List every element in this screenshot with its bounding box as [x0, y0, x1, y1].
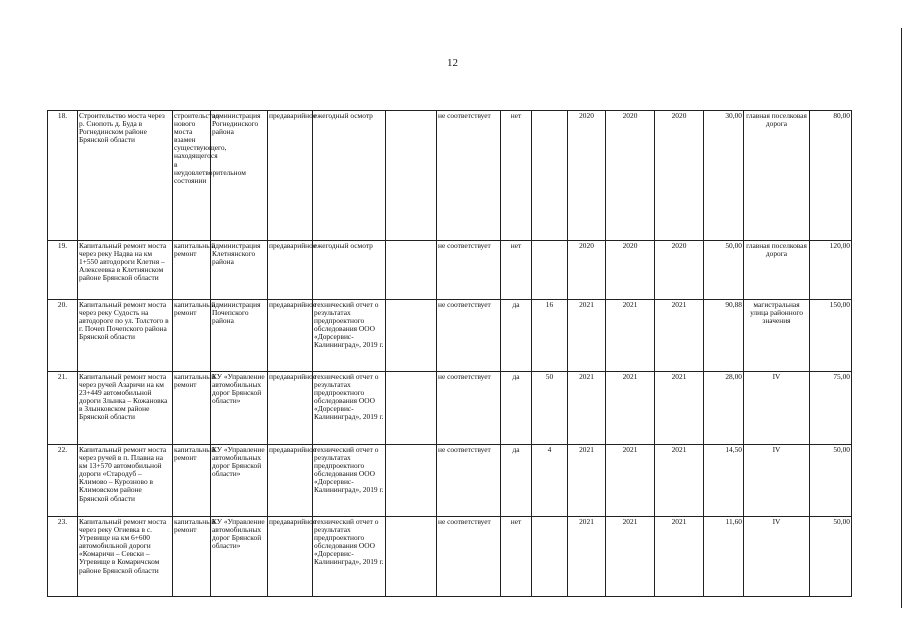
cell-condition: предаварийное — [268, 517, 313, 597]
cell-blank — [386, 111, 437, 241]
cell-owner: КУ «Управление автомобильных дорог Брянской области» — [211, 445, 268, 517]
cell-cost: 150,00 — [810, 300, 852, 372]
bridges-table — [47, 110, 852, 597]
cell-year-2: 2021 — [606, 372, 655, 445]
cell-year-2: 2021 — [606, 445, 655, 517]
cell-year-1: 2020 — [568, 241, 606, 300]
cell-year-3: 2020 — [655, 111, 704, 241]
cell-year-1: 2021 — [568, 372, 606, 445]
cell-work-type: капитальный ремонт — [173, 300, 211, 372]
cell-length — [532, 111, 568, 241]
cell-condition: предаварийное — [268, 300, 313, 372]
cell-no: 19. — [48, 241, 78, 300]
cell-year-1: 2021 — [568, 445, 606, 517]
cell-value: 11,60 — [704, 517, 744, 597]
cell-owner: администрация Рогнединского района — [211, 111, 268, 241]
cell-flag: да — [501, 445, 532, 517]
cell-no: 22. — [48, 445, 78, 517]
table-body — [48, 111, 852, 597]
cell-blank — [386, 241, 437, 300]
cell-object: Капитальный ремонт моста через реку Судость на автодороге по ул. Толстого в г. Почеп Почепского района Брянской области — [78, 300, 173, 372]
cell-cost: 50,00 — [810, 445, 852, 517]
cell-year-1: 2020 — [568, 111, 606, 241]
cell-year-2: 2021 — [606, 300, 655, 372]
cell-cost: 80,00 — [810, 111, 852, 241]
cell-year-2: 2021 — [606, 517, 655, 597]
cell-survey: технический отчет о результатах предпроектного обследования ООО «Дорсервис-Калининград», 2019 г. — [313, 445, 386, 517]
cell-compliance: не соответствует — [437, 241, 501, 300]
table-row — [48, 241, 852, 300]
cell-no: 21. — [48, 372, 78, 445]
cell-blank — [386, 372, 437, 445]
cell-blank — [386, 517, 437, 597]
cell-owner: администрация Почепского района — [211, 300, 268, 372]
cell-category: IV — [744, 445, 810, 517]
cell-year-1: 2021 — [568, 300, 606, 372]
cell-cost: 50,00 — [810, 517, 852, 597]
cell-condition: предаварийное — [268, 111, 313, 241]
cell-flag: да — [501, 300, 532, 372]
cell-object: Капитальный ремонт моста через реку Огиевка в с. Угревище на км 6+600 автомобильной дороги «Комаричи – Севски – Угревище в Комаричском районе Брянской области — [78, 517, 173, 597]
cell-owner: администрация Клетнянского района — [211, 241, 268, 300]
cell-compliance: не соответствует — [437, 445, 501, 517]
table-row — [48, 111, 852, 241]
cell-no: 18. — [48, 111, 78, 241]
table-row — [48, 372, 852, 445]
page-number: 12 — [447, 57, 458, 69]
cell-year-3: 2021 — [655, 517, 704, 597]
cell-work-type: строительство нового моста взамен существующего, находящегося в неудовлетворительном состоянии — [173, 111, 211, 241]
cell-value: 28,00 — [704, 372, 744, 445]
cell-category: главная поселковая дорога — [744, 241, 810, 300]
cell-work-type: капитальный ремонт — [173, 445, 211, 517]
cell-no: 23. — [48, 517, 78, 597]
cell-category: IV — [744, 517, 810, 597]
cell-condition: предаварийное — [268, 241, 313, 300]
cell-survey: технический отчет о результатах предпроектного обследования ООО «Дорсервис-Калининград», 2019 г. — [313, 517, 386, 597]
cell-flag: нет — [501, 517, 532, 597]
cell-object: Капитальный ремонт моста через реку Надва на км 1+550 автодороги Клетня – Алексеевка в Клетнянском районе Брянской области — [78, 241, 173, 300]
cell-blank — [386, 445, 437, 517]
cell-survey: ежегодный осмотр — [313, 241, 386, 300]
margin-rule — [901, 28, 902, 608]
cell-value: 30,00 — [704, 111, 744, 241]
cell-survey: ежегодный осмотр — [313, 111, 386, 241]
cell-work-type: капитальный ремонт — [173, 241, 211, 300]
cell-year-1: 2021 — [568, 517, 606, 597]
cell-category: IV — [744, 372, 810, 445]
cell-length: 4 — [532, 445, 568, 517]
cell-survey: технический отчет о результатах предпроектного обследования ООО «Дорсервис-Калининград», 2019 г. — [313, 372, 386, 445]
cell-compliance: не соответствует — [437, 517, 501, 597]
cell-compliance: не соответствует — [437, 372, 501, 445]
cell-value: 14,50 — [704, 445, 744, 517]
cell-value: 90,88 — [704, 300, 744, 372]
cell-year-3: 2021 — [655, 445, 704, 517]
cell-year-2: 2020 — [606, 241, 655, 300]
cell-flag: да — [501, 372, 532, 445]
cell-category: главная поселковая дорога — [744, 111, 810, 241]
cell-length — [532, 517, 568, 597]
cell-owner: КУ «Управление автомобильных дорог Брянской области» — [211, 517, 268, 597]
cell-length: 50 — [532, 372, 568, 445]
cell-year-3: 2021 — [655, 372, 704, 445]
cell-value: 50,00 — [704, 241, 744, 300]
cell-year-2: 2020 — [606, 111, 655, 241]
cell-blank — [386, 300, 437, 372]
cell-year-3: 2021 — [655, 300, 704, 372]
cell-compliance: не соответствует — [437, 111, 501, 241]
cell-object: Строительство моста через р. Снопоть д. Буда в Рогнединском районе Брянской области — [78, 111, 173, 241]
cell-condition: предаварийное — [268, 372, 313, 445]
cell-condition: предаварийное — [268, 445, 313, 517]
cell-cost: 75,00 — [810, 372, 852, 445]
cell-year-3: 2020 — [655, 241, 704, 300]
cell-work-type: капитальный ремонт — [173, 372, 211, 445]
cell-object: Капитальный ремонт моста через ручей в п. Плавна на км 13+570 автомобильной дороги «Стародуб – Климово – Курозново в Климовском районе Брянской области — [78, 445, 173, 517]
cell-length: 16 — [532, 300, 568, 372]
cell-cost: 120,00 — [810, 241, 852, 300]
cell-compliance: не соответствует — [437, 300, 501, 372]
cell-work-type: капитальный ремонт — [173, 517, 211, 597]
cell-survey: технический отчет о результатах предпроектного обследования ООО «Дорсервис-Калининград», 2019 г. — [313, 300, 386, 372]
cell-owner: КУ «Управление автомобильных дорог Брянской области» — [211, 372, 268, 445]
cell-flag: нет — [501, 241, 532, 300]
cell-object: Капитальный ремонт моста через ручей Азаричи на км 23+449 автомобильной дороги Злынка – Кожановка в Злынковском районе Брянской области — [78, 372, 173, 445]
table-row — [48, 445, 852, 517]
cell-no: 20. — [48, 300, 78, 372]
table-row — [48, 300, 852, 372]
cell-length — [532, 241, 568, 300]
cell-category: магистральная улица районного значения — [744, 300, 810, 372]
cell-flag: нет — [501, 111, 532, 241]
table-row — [48, 517, 852, 597]
